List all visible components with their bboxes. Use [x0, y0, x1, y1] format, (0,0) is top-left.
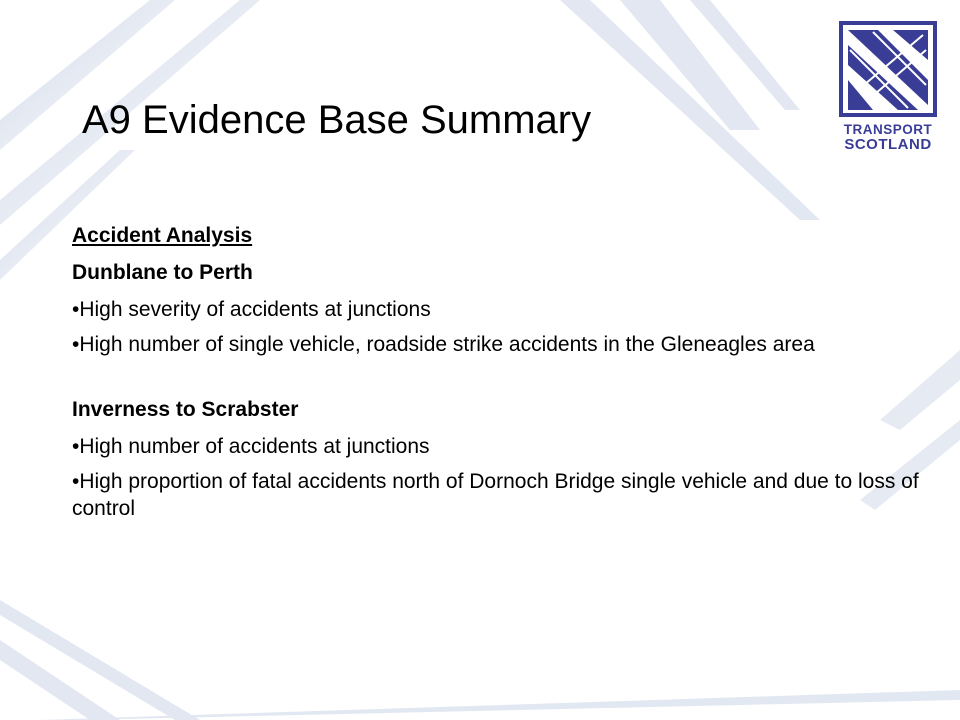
transport-scotland-logo	[838, 20, 938, 154]
logo-mark	[838, 20, 938, 118]
logo-text-scotland: SCOTLAND	[844, 136, 932, 153]
section-heading: Accident Analysis	[72, 224, 253, 247]
slide-title: A9 Evidence Base Summary	[82, 98, 592, 142]
bullet-item: •High number of single vehicle, roadside strike accidents in the Gleneagles area	[72, 333, 815, 356]
group-heading-inverness-scrabster: Inverness to Scrabster	[72, 398, 299, 421]
bullet-item: •High number of accidents at junctions	[72, 435, 430, 458]
group-heading-dunblane-perth: Dunblane to Perth	[72, 261, 253, 284]
slide-body	[72, 222, 942, 530]
logo-text-transport: TRANSPORT	[843, 122, 933, 137]
spacer	[72, 366, 942, 396]
corner-swoosh-bottom	[0, 600, 960, 720]
corner-swoosh-top-right	[560, 0, 820, 220]
bullet-item: •High proportion of fatal accidents north of Dornoch Bridge single vehicle and due to loss of control	[72, 470, 919, 520]
bullet-item: •High severity of accidents at junctions	[72, 298, 431, 321]
